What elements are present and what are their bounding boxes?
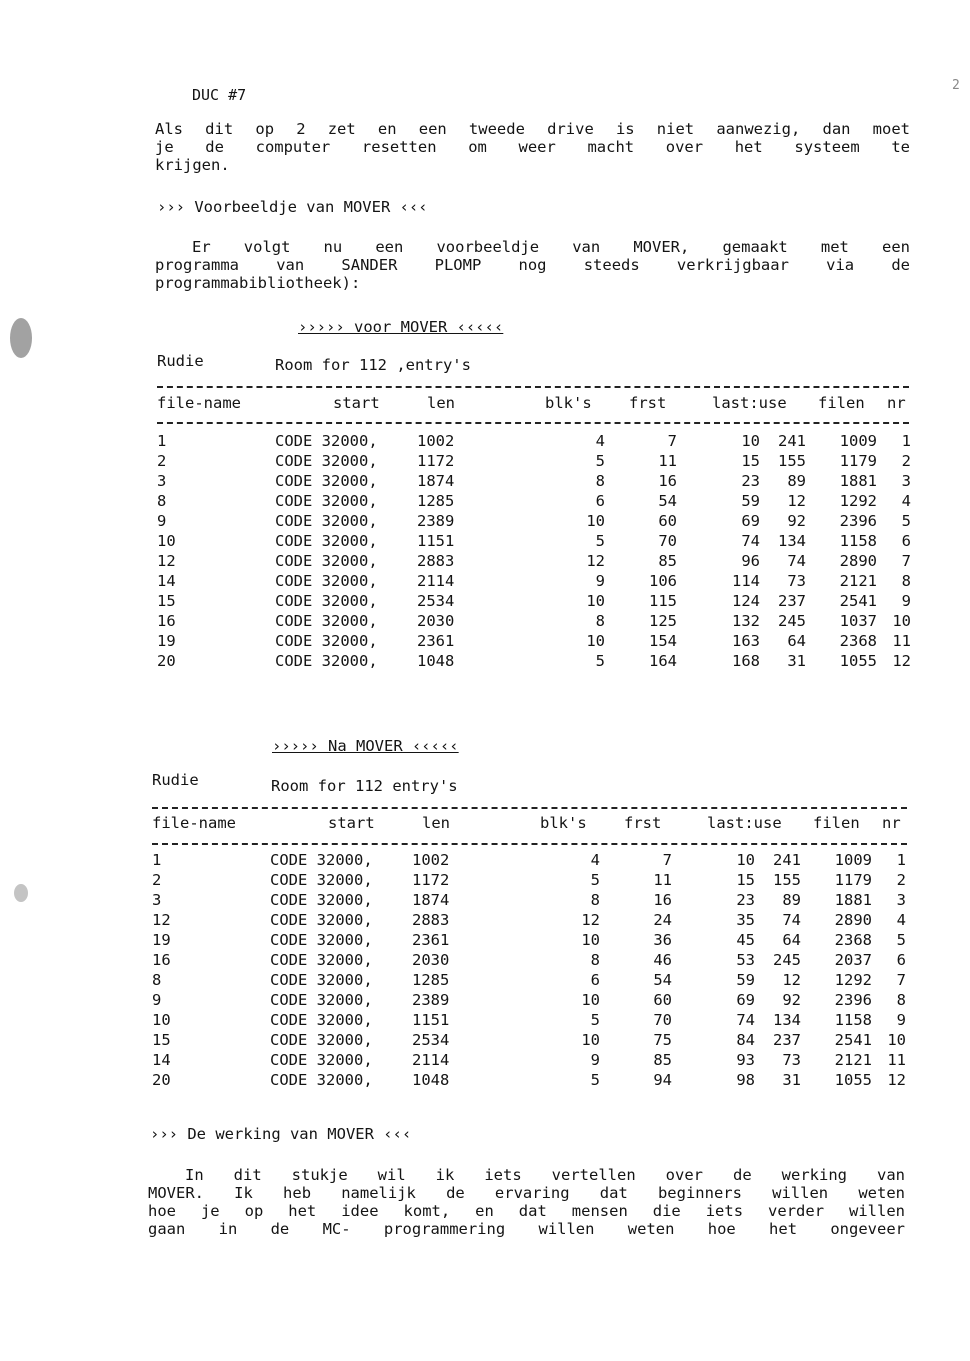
col-start: start: [333, 394, 380, 412]
cell-file-name: 14: [157, 572, 176, 590]
cell-frst: 85: [653, 1051, 672, 1069]
cell-filen: 1292: [839, 492, 877, 510]
table-row: [152, 991, 907, 1011]
table-row: [157, 452, 912, 472]
cell-start: CODE 32000,: [275, 552, 378, 570]
cell-nr: 9: [896, 1011, 906, 1029]
cell-last: 74: [741, 532, 760, 550]
cell-last: 15: [736, 871, 755, 889]
cell-file-name: 9: [152, 991, 162, 1009]
cell-file-name: 20: [152, 1071, 171, 1089]
cell-use: 73: [787, 572, 806, 590]
cell-frst: 154: [649, 632, 677, 650]
cell-start: CODE 32000,: [275, 512, 378, 530]
cell-start: CODE 32000,: [270, 871, 373, 889]
cell-start: CODE 32000,: [270, 1011, 373, 1029]
cell-last: 98: [736, 1071, 755, 1089]
section-heading-voorbeeldje: ››› Voorbeeldje van MOVER ‹‹‹: [157, 198, 428, 216]
cell-len: 1002: [412, 851, 450, 869]
cell-blks: 10: [586, 592, 605, 610]
cell-filen: 2121: [834, 1051, 872, 1069]
cell-blks: 12: [581, 911, 600, 929]
col-len: len: [427, 394, 455, 412]
col-nr: nr: [882, 814, 901, 832]
table-row: [157, 492, 912, 512]
cell-nr: 7: [901, 552, 911, 570]
cell-blks: 10: [581, 991, 600, 1009]
text-line: gaan in de MC- programmering willen weten hoe het ongeveer: [148, 1220, 905, 1238]
room-info: Room for 112 ,entry's: [275, 356, 471, 374]
cell-len: 1151: [412, 1011, 450, 1029]
page-header: DUC #7: [192, 86, 247, 104]
cell-frst: 36: [653, 931, 672, 949]
cell-frst: 16: [658, 472, 677, 490]
cell-last: 59: [736, 971, 755, 989]
table-header: [157, 394, 912, 414]
cell-blks: 5: [595, 532, 605, 550]
cell-file-name: 15: [157, 592, 176, 610]
col-len: len: [422, 814, 450, 832]
table-row: [157, 572, 912, 592]
cell-file-name: 8: [152, 971, 162, 989]
cell-use: 89: [787, 472, 806, 490]
cell-last: 35: [736, 911, 755, 929]
disk-name: Rudie: [152, 771, 199, 789]
cell-file-name: 16: [152, 951, 171, 969]
table-row: [157, 512, 912, 532]
cell-file-name: 8: [157, 492, 167, 510]
col-frst: frst: [629, 394, 667, 412]
cell-filen: 1037: [839, 612, 877, 630]
room-info: Room for 112 entry's: [271, 777, 458, 795]
cell-file-name: 3: [152, 891, 162, 909]
cell-blks: 8: [590, 891, 600, 909]
cell-file-name: 12: [152, 911, 171, 929]
cell-blks: 5: [595, 452, 605, 470]
cell-nr: 4: [901, 492, 911, 510]
table-row: [152, 891, 907, 911]
cell-frst: 7: [662, 851, 672, 869]
cell-start: CODE 32000,: [270, 1051, 373, 1069]
cell-len: 1151: [417, 532, 455, 550]
cell-file-name: 1: [152, 851, 162, 869]
cell-use: 89: [782, 891, 801, 909]
cell-nr: 12: [887, 1071, 906, 1089]
cell-nr: 9: [901, 592, 911, 610]
table-row: [157, 592, 912, 612]
cell-last: 93: [736, 1051, 755, 1069]
col-blks: blk's: [545, 394, 592, 412]
cell-frst: 70: [658, 532, 677, 550]
cell-blks: 5: [590, 1071, 600, 1089]
text-line: programmabibliotheek):: [155, 274, 361, 292]
cell-frst: 75: [653, 1031, 672, 1049]
cell-start: CODE 32000,: [270, 851, 373, 869]
cell-frst: 11: [658, 452, 677, 470]
dashed-rule: [152, 807, 907, 809]
cell-blks: 12: [586, 552, 605, 570]
cell-frst: 54: [653, 971, 672, 989]
cell-nr: 4: [896, 911, 906, 929]
cell-last: 114: [732, 572, 760, 590]
cell-blks: 8: [590, 951, 600, 969]
cell-last: 163: [732, 632, 760, 650]
cell-file-name: 10: [157, 532, 176, 550]
col-frst: frst: [624, 814, 662, 832]
cell-filen: 1009: [839, 432, 877, 450]
cell-nr: 2: [896, 871, 906, 889]
cell-blks: 8: [595, 472, 605, 490]
cell-filen: 1292: [834, 971, 872, 989]
cell-len: 1874: [412, 891, 450, 909]
cell-frst: 7: [667, 432, 677, 450]
cell-file-name: 9: [157, 512, 167, 530]
cell-nr: 2: [901, 452, 911, 470]
table-before-title: ››››› voor MOVER ‹‹‹‹‹: [298, 318, 504, 336]
cell-len: 1048: [412, 1071, 450, 1089]
cell-len: 1048: [417, 652, 455, 670]
cell-len: 2114: [417, 572, 455, 590]
col-filen: filen: [818, 394, 865, 412]
cell-last: 59: [741, 492, 760, 510]
text-line: MOVER. Ik heb namelijk de ervaring dat beginners willen weten: [148, 1184, 905, 1202]
cell-use: 73: [782, 1051, 801, 1069]
cell-use: 237: [778, 592, 806, 610]
cell-last: 84: [736, 1031, 755, 1049]
cell-blks: 5: [590, 1011, 600, 1029]
cell-nr: 12: [892, 652, 911, 670]
cell-filen: 1055: [839, 652, 877, 670]
cell-frst: 94: [653, 1071, 672, 1089]
scan-smudge: [10, 318, 32, 358]
cell-start: CODE 32000,: [270, 951, 373, 969]
cell-filen: 1179: [839, 452, 877, 470]
cell-frst: 16: [653, 891, 672, 909]
cell-blks: 10: [586, 632, 605, 650]
cell-start: CODE 32000,: [270, 931, 373, 949]
col-file-name: file-name: [152, 814, 236, 832]
cell-frst: 60: [658, 512, 677, 530]
cell-filen: 2890: [834, 911, 872, 929]
cell-nr: 11: [892, 632, 911, 650]
cell-file-name: 19: [152, 931, 171, 949]
cell-use: 92: [782, 991, 801, 1009]
cell-file-name: 16: [157, 612, 176, 630]
cell-start: CODE 32000,: [275, 492, 378, 510]
cell-len: 2534: [412, 1031, 450, 1049]
col-start: start: [328, 814, 375, 832]
col-file-name: file-name: [157, 394, 241, 412]
cell-blks: 10: [581, 931, 600, 949]
cell-nr: 7: [896, 971, 906, 989]
table-after-title: ››››› Na MOVER ‹‹‹‹‹: [272, 737, 459, 755]
cell-frst: 60: [653, 991, 672, 1009]
cell-start: CODE 32000,: [270, 971, 373, 989]
table-row: [157, 612, 912, 632]
cell-frst: 115: [649, 592, 677, 610]
cell-blks: 9: [590, 1051, 600, 1069]
cell-frst: 70: [653, 1011, 672, 1029]
cell-last: 10: [736, 851, 755, 869]
cell-last: 69: [741, 512, 760, 530]
cell-file-name: 2: [152, 871, 162, 889]
cell-filen: 1881: [834, 891, 872, 909]
text-line: programma van SANDER PLOMP nog steeds verkrijgbaar via de: [155, 256, 910, 274]
cell-blks: 4: [590, 851, 600, 869]
cell-len: 2030: [417, 612, 455, 630]
cell-filen: 2121: [839, 572, 877, 590]
cell-last: 124: [732, 592, 760, 610]
cell-last: 53: [736, 951, 755, 969]
cell-blks: 5: [590, 871, 600, 889]
cell-filen: 1055: [834, 1071, 872, 1089]
table-header: [152, 814, 907, 834]
cell-nr: 3: [896, 891, 906, 909]
cell-filen: 2541: [834, 1031, 872, 1049]
cell-len: 2883: [417, 552, 455, 570]
cell-use: 74: [782, 911, 801, 929]
cell-nr: 11: [887, 1051, 906, 1069]
table-row: [152, 851, 907, 871]
cell-start: CODE 32000,: [270, 991, 373, 1009]
table-row: [152, 951, 907, 971]
col-nr: nr: [887, 394, 906, 412]
cell-nr: 5: [901, 512, 911, 530]
cell-blks: 4: [595, 432, 605, 450]
col-blks: blk's: [540, 814, 587, 832]
cell-last: 15: [741, 452, 760, 470]
cell-start: CODE 32000,: [275, 632, 378, 650]
cell-frst: 24: [653, 911, 672, 929]
cell-len: 2361: [412, 931, 450, 949]
cell-nr: 5: [896, 931, 906, 949]
table-row: [152, 1051, 907, 1071]
cell-nr: 8: [896, 991, 906, 1009]
cell-len: 1874: [417, 472, 455, 490]
disk-name: Rudie: [157, 352, 204, 370]
cell-nr: 8: [901, 572, 911, 590]
cell-blks: 5: [595, 652, 605, 670]
cell-start: CODE 32000,: [275, 532, 378, 550]
scan-smudge: [14, 884, 28, 902]
dashed-rule: [157, 422, 909, 424]
cell-last: 132: [732, 612, 760, 630]
table-row: [157, 532, 912, 552]
cell-last: 23: [741, 472, 760, 490]
cell-use: 92: [787, 512, 806, 530]
cell-use: 31: [787, 652, 806, 670]
cell-blks: 8: [595, 612, 605, 630]
text-line: Als dit op 2 zet en een tweede drive is niet aanwezig, dan moet: [155, 120, 910, 138]
cell-last: 168: [732, 652, 760, 670]
cell-use: 74: [787, 552, 806, 570]
cell-len: 1172: [417, 452, 455, 470]
cell-start: CODE 32000,: [275, 592, 378, 610]
cell-frst: 106: [649, 572, 677, 590]
cell-use: 31: [782, 1071, 801, 1089]
cell-last: 10: [741, 432, 760, 450]
cell-len: 2030: [412, 951, 450, 969]
cell-filen: 2541: [839, 592, 877, 610]
cell-file-name: 2: [157, 452, 167, 470]
cell-start: CODE 32000,: [275, 472, 378, 490]
cell-len: 2389: [412, 991, 450, 1009]
cell-last: 45: [736, 931, 755, 949]
cell-frst: 164: [649, 652, 677, 670]
cell-filen: 1158: [834, 1011, 872, 1029]
cell-filen: 2368: [839, 632, 877, 650]
cell-filen: 2037: [834, 951, 872, 969]
cell-last: 69: [736, 991, 755, 1009]
cell-file-name: 15: [152, 1031, 171, 1049]
cell-nr: 10: [887, 1031, 906, 1049]
cell-use: 241: [773, 851, 801, 869]
section-heading-werking: ››› De werking van MOVER ‹‹‹: [150, 1125, 412, 1143]
dashed-rule: [152, 843, 907, 845]
cell-use: 12: [787, 492, 806, 510]
cell-use: 64: [787, 632, 806, 650]
cell-use: 134: [773, 1011, 801, 1029]
cell-nr: 6: [901, 532, 911, 550]
table-row: [152, 1011, 907, 1031]
cell-use: 241: [778, 432, 806, 450]
cell-len: 2883: [412, 911, 450, 929]
cell-frst: 54: [658, 492, 677, 510]
cell-frst: 125: [649, 612, 677, 630]
table-row: [152, 1071, 907, 1091]
cell-blks: 10: [581, 1031, 600, 1049]
cell-start: CODE 32000,: [275, 572, 378, 590]
table-row: [157, 552, 912, 572]
text-line: je de computer resetten om weer macht over het systeem te: [155, 138, 910, 156]
table-row: [152, 971, 907, 991]
table-row: [157, 472, 912, 492]
cell-filen: 2368: [834, 931, 872, 949]
cell-file-name: 10: [152, 1011, 171, 1029]
cell-frst: 11: [653, 871, 672, 889]
table-before: [157, 352, 912, 692]
cell-last: 23: [736, 891, 755, 909]
cell-use: 245: [778, 612, 806, 630]
cell-filen: 1881: [839, 472, 877, 490]
table-row: [152, 911, 907, 931]
cell-filen: 1179: [834, 871, 872, 889]
text-line: krijgen.: [155, 156, 230, 174]
cell-start: CODE 32000,: [275, 612, 378, 630]
table-row: [157, 632, 912, 652]
cell-len: 1285: [412, 971, 450, 989]
table-row: [152, 1031, 907, 1051]
table-row: [152, 931, 907, 951]
cell-filen: 1009: [834, 851, 872, 869]
col-filen: filen: [813, 814, 860, 832]
cell-file-name: 12: [157, 552, 176, 570]
table-row: [157, 432, 912, 452]
page-mark: 2: [952, 78, 960, 93]
cell-file-name: 20: [157, 652, 176, 670]
cell-nr: 1: [896, 851, 906, 869]
cell-nr: 10: [892, 612, 911, 630]
col-last-use: last:use: [707, 814, 782, 832]
cell-filen: 2396: [839, 512, 877, 530]
cell-len: 2389: [417, 512, 455, 530]
cell-file-name: 14: [152, 1051, 171, 1069]
text-line: hoe je op het idee komt, en dat mensen die iets verder willen: [148, 1202, 905, 1220]
cell-start: CODE 32000,: [275, 452, 378, 470]
dashed-rule: [157, 386, 909, 388]
text-line: Er volgt nu een voorbeeldje van MOVER, gemaakt met een: [192, 238, 910, 256]
cell-start: CODE 32000,: [270, 911, 373, 929]
cell-filen: 2396: [834, 991, 872, 1009]
cell-file-name: 3: [157, 472, 167, 490]
cell-start: CODE 32000,: [275, 432, 378, 450]
cell-start: CODE 32000,: [270, 1031, 373, 1049]
col-last-use: last:use: [712, 394, 787, 412]
cell-filen: 2890: [839, 552, 877, 570]
cell-blks: 6: [595, 492, 605, 510]
cell-len: 1002: [417, 432, 455, 450]
cell-use: 155: [773, 871, 801, 889]
cell-use: 12: [782, 971, 801, 989]
table-after: [152, 771, 907, 1111]
cell-nr: 6: [896, 951, 906, 969]
section2-paragraph: [148, 1166, 905, 1238]
cell-nr: 1: [901, 432, 911, 450]
cell-len: 2114: [412, 1051, 450, 1069]
cell-frst: 46: [653, 951, 672, 969]
cell-file-name: 19: [157, 632, 176, 650]
table-row: [152, 871, 907, 891]
cell-blks: 10: [586, 512, 605, 530]
cell-len: 2361: [417, 632, 455, 650]
cell-use: 134: [778, 532, 806, 550]
section1-paragraph: [155, 238, 910, 292]
intro-paragraph: [155, 120, 910, 174]
cell-len: 1172: [412, 871, 450, 889]
cell-use: 64: [782, 931, 801, 949]
table-row: [157, 652, 912, 672]
cell-last: 74: [736, 1011, 755, 1029]
cell-use: 245: [773, 951, 801, 969]
cell-nr: 3: [901, 472, 911, 490]
cell-len: 1285: [417, 492, 455, 510]
cell-start: CODE 32000,: [270, 891, 373, 909]
cell-start: CODE 32000,: [270, 1071, 373, 1089]
cell-use: 155: [778, 452, 806, 470]
cell-blks: 6: [590, 971, 600, 989]
cell-len: 2534: [417, 592, 455, 610]
cell-last: 96: [741, 552, 760, 570]
cell-file-name: 1: [157, 432, 167, 450]
cell-blks: 9: [595, 572, 605, 590]
cell-use: 237: [773, 1031, 801, 1049]
cell-start: CODE 32000,: [275, 652, 378, 670]
cell-frst: 85: [658, 552, 677, 570]
cell-filen: 1158: [839, 532, 877, 550]
text-line: In dit stukje wil ik iets vertellen over de werking van: [185, 1166, 905, 1184]
